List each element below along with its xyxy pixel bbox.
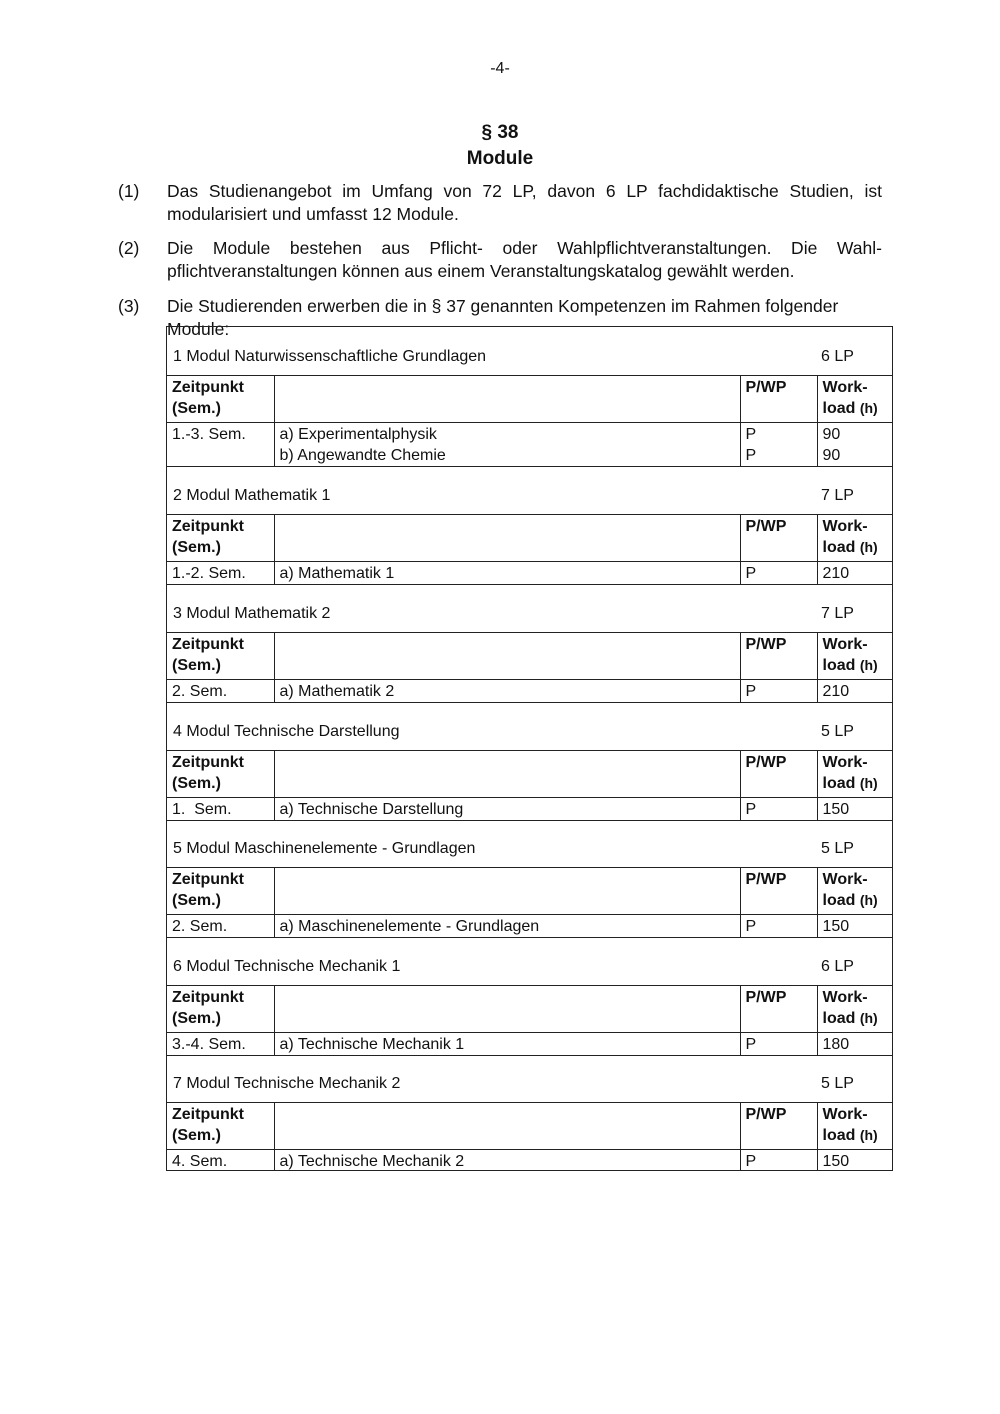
module-table <box>167 867 892 938</box>
cell-workload-value: 150 <box>822 918 850 935</box>
table-row <box>167 562 892 585</box>
header-course <box>274 376 740 423</box>
cell-course <box>274 915 740 938</box>
cell-course <box>274 680 740 703</box>
header-workload-line1: Work- <box>822 754 868 771</box>
header-zeitpunkt-line2: (Sem.) <box>172 539 221 556</box>
section-heading <box>0 120 1000 172</box>
cell-pwp <box>740 562 817 585</box>
module-header <box>167 702 892 750</box>
cell-pwp-value: P <box>745 447 757 464</box>
module-header <box>167 937 892 985</box>
header-zeitpunkt <box>167 515 274 562</box>
header-workload <box>817 986 892 1033</box>
cell-pwp <box>740 798 817 821</box>
cell-pwp <box>740 1033 817 1056</box>
module-title: 2 Modul Mathematik 1 <box>173 487 331 504</box>
header-workload-line2: load <box>822 892 856 909</box>
module-block <box>167 327 892 467</box>
header-pwp <box>740 1103 817 1150</box>
cell-course <box>274 562 740 585</box>
header-pwp <box>740 751 817 798</box>
header-zeitpunkt-line1: Zeitpunkt <box>172 871 244 888</box>
header-course <box>274 868 740 915</box>
header-pwp-label: P/WP <box>745 989 787 1006</box>
header-pwp-label: P/WP <box>745 754 787 771</box>
header-pwp <box>740 868 817 915</box>
cell-sem-value: 2. Sem. <box>172 683 228 700</box>
header-pwp-label: P/WP <box>745 871 787 888</box>
module-header <box>167 584 892 632</box>
page-number: -4- <box>490 60 510 77</box>
header-workload-unit: (h) <box>859 1127 878 1143</box>
table-row <box>167 423 892 467</box>
module-block <box>167 937 892 1056</box>
header-pwp <box>740 515 817 562</box>
header-pwp-label: P/WP <box>745 1106 787 1123</box>
cell-workload <box>817 423 892 467</box>
cell-workload <box>817 798 892 821</box>
cell-sem <box>167 798 274 821</box>
module-block <box>167 584 892 703</box>
cell-workload-value: 150 <box>822 801 850 818</box>
header-pwp <box>740 376 817 423</box>
cell-sem <box>167 562 274 585</box>
cell-course <box>274 1033 740 1056</box>
cell-sem-value: 1.-3. Sem. <box>172 426 246 443</box>
module-header <box>167 1054 892 1102</box>
header-course <box>274 751 740 798</box>
header-workload-line1: Work- <box>822 989 868 1006</box>
cell-pwp-value: P <box>745 565 757 582</box>
cell-course <box>274 798 740 821</box>
module-header <box>167 466 892 514</box>
cell-workload <box>817 562 892 585</box>
cell-workload-value: 90 <box>822 426 841 443</box>
cell-workload-value: 180 <box>822 1036 850 1053</box>
header-workload-line2: load <box>822 775 856 792</box>
cell-pwp <box>740 915 817 938</box>
module-table-header <box>167 515 892 562</box>
module-title: 7 Modul Technische Mechanik 2 <box>173 1075 401 1092</box>
header-workload-unit: (h) <box>859 1010 878 1026</box>
cell-sem <box>167 915 274 938</box>
header-zeitpunkt-line2: (Sem.) <box>172 400 221 417</box>
module-table-header <box>167 376 892 423</box>
cell-workload-value: 150 <box>822 1153 850 1170</box>
module-header <box>167 327 892 375</box>
header-workload-line2: load <box>822 657 856 674</box>
cell-course-value: a) Mathematik 1 <box>279 565 395 582</box>
module-title: 6 Modul Technische Mechanik 1 <box>173 958 401 975</box>
header-zeitpunkt-line1: Zeitpunkt <box>172 754 244 771</box>
cell-course <box>274 423 740 467</box>
table-row <box>167 1033 892 1056</box>
module-title: 3 Modul Mathematik 2 <box>173 605 331 622</box>
header-zeitpunkt-line2: (Sem.) <box>172 775 221 792</box>
header-zeitpunkt <box>167 633 274 680</box>
cell-sem <box>167 1150 274 1172</box>
header-pwp-label: P/WP <box>745 379 787 396</box>
header-workload-line2: load <box>822 400 856 417</box>
cell-sem <box>167 1033 274 1056</box>
cell-pwp-value: P <box>745 1036 757 1053</box>
header-zeitpunkt-line1: Zeitpunkt <box>172 379 244 396</box>
cell-sem <box>167 680 274 703</box>
module-table <box>167 632 892 703</box>
paragraph-1 <box>118 180 882 226</box>
header-pwp-label: P/WP <box>745 636 787 653</box>
table-row <box>167 798 892 821</box>
cell-workload-value: 90 <box>822 447 841 464</box>
module-credits: 5 LP <box>821 1075 854 1092</box>
module-table-header <box>167 633 892 680</box>
module-table-header <box>167 986 892 1033</box>
cell-pwp-value: P <box>745 1153 757 1170</box>
cell-workload <box>817 1150 892 1172</box>
header-workload-line2: load <box>822 539 856 556</box>
cell-course <box>274 1150 740 1172</box>
cell-workload <box>817 915 892 938</box>
header-zeitpunkt-line2: (Sem.) <box>172 1010 221 1027</box>
cell-pwp <box>740 1150 817 1172</box>
cell-pwp-value: P <box>745 801 757 818</box>
header-workload-unit: (h) <box>859 657 878 673</box>
header-zeitpunkt <box>167 751 274 798</box>
paragraph-text: Die Module bestehen aus Pflicht- oder Wahlpflichtveranstaltungen. Die Wahl-pflichtveranstaltungen können aus einem Veranstaltungskatalog gewählt werden. <box>167 238 882 281</box>
module-table-header <box>167 868 892 915</box>
cell-pwp-value: P <box>745 683 757 700</box>
header-workload-unit: (h) <box>859 892 878 908</box>
cell-pwp <box>740 680 817 703</box>
cell-workload-value: 210 <box>822 565 850 582</box>
header-zeitpunkt <box>167 1103 274 1150</box>
cell-sem <box>167 423 274 467</box>
paragraph-text: Die Studierenden erwerben die in § 37 genannten Kompetenzen im Rahmen folgender Module: <box>167 296 839 339</box>
header-zeitpunkt <box>167 868 274 915</box>
header-course <box>274 515 740 562</box>
header-zeitpunkt <box>167 986 274 1033</box>
cell-sem-value: 1.-2. Sem. <box>172 565 246 582</box>
cell-course-value: b) Angewandte Chemie <box>279 447 446 464</box>
paragraph-number: (1) <box>118 181 140 201</box>
cell-course-value: a) Technische Mechanik 1 <box>279 1036 465 1053</box>
module-credits: 7 LP <box>821 605 854 622</box>
header-course <box>274 633 740 680</box>
header-workload-unit: (h) <box>859 539 878 555</box>
paragraph-number: (2) <box>118 238 140 258</box>
module-credits: 7 LP <box>821 487 854 504</box>
module-credits: 6 LP <box>821 348 854 365</box>
module-title: 4 Modul Technische Darstellung <box>173 723 400 740</box>
header-workload-line2: load <box>822 1127 856 1144</box>
module-table <box>167 1102 892 1171</box>
header-workload <box>817 515 892 562</box>
module-table <box>167 985 892 1056</box>
module-title: 1 Modul Naturwissenschaftliche Grundlagen <box>173 348 487 365</box>
module-table-header <box>167 1103 892 1150</box>
cell-workload <box>817 1033 892 1056</box>
module-table <box>167 514 892 585</box>
cell-course-value: a) Technische Darstellung <box>279 801 464 818</box>
module-credits: 5 LP <box>821 723 854 740</box>
header-pwp <box>740 633 817 680</box>
header-zeitpunkt <box>167 376 274 423</box>
section-number: § 38 <box>481 122 519 143</box>
section-title: Module <box>466 148 534 169</box>
header-zeitpunkt-line1: Zeitpunkt <box>172 1106 244 1123</box>
header-pwp <box>740 986 817 1033</box>
header-workload-line1: Work- <box>822 636 868 653</box>
cell-workload <box>817 680 892 703</box>
cell-course-value: a) Experimentalphysik <box>279 426 437 443</box>
module-table <box>167 750 892 821</box>
module-block <box>167 819 892 938</box>
header-course <box>274 1103 740 1150</box>
cell-course-value: a) Mathematik 2 <box>279 683 395 700</box>
header-zeitpunkt-line2: (Sem.) <box>172 892 221 909</box>
cell-sem-value: 2. Sem. <box>172 918 228 935</box>
cell-sem-value <box>172 445 268 466</box>
header-workload-line1: Work- <box>822 518 868 535</box>
table-row <box>167 680 892 703</box>
module-credits: 6 LP <box>821 958 854 975</box>
cell-pwp-value: P <box>745 426 757 443</box>
header-workload-unit: (h) <box>859 400 878 416</box>
module-block <box>167 1054 892 1171</box>
header-workload-line1: Work- <box>822 1106 868 1123</box>
module-header <box>167 819 892 867</box>
cell-course-value: a) Technische Mechanik 2 <box>279 1153 465 1170</box>
header-workload-line1: Work- <box>822 379 868 396</box>
header-zeitpunkt-line2: (Sem.) <box>172 657 221 674</box>
module-table <box>167 375 892 467</box>
header-pwp-label: P/WP <box>745 518 787 535</box>
cell-workload-value: 210 <box>822 683 850 700</box>
header-workload <box>817 376 892 423</box>
header-course <box>274 986 740 1033</box>
cell-pwp <box>740 423 817 467</box>
cell-course-value: a) Maschinenelemente - Grundlagen <box>279 918 540 935</box>
header-workload <box>817 868 892 915</box>
header-workload-unit: (h) <box>859 775 878 791</box>
table-row <box>167 1150 892 1172</box>
module-table-header <box>167 751 892 798</box>
header-workload <box>817 1103 892 1150</box>
cell-sem-value: 4. Sem. <box>172 1153 228 1170</box>
header-zeitpunkt-line2: (Sem.) <box>172 1127 221 1144</box>
table-row <box>167 915 892 938</box>
cell-sem-value: 3.-4. Sem. <box>172 1036 246 1053</box>
header-workload <box>817 633 892 680</box>
module-block <box>167 466 892 585</box>
modules-table <box>166 326 893 1171</box>
header-zeitpunkt-line1: Zeitpunkt <box>172 518 244 535</box>
header-zeitpunkt-line1: Zeitpunkt <box>172 636 244 653</box>
module-title: 5 Modul Maschinenelemente - Grundlagen <box>173 840 476 857</box>
paragraph-text: Das Studienangebot im Umfang von 72 LP, davon 6 LP fachdidaktische Studien, ist modularisiert und umfasst 12 Module. <box>167 181 882 224</box>
header-zeitpunkt-line1: Zeitpunkt <box>172 989 244 1006</box>
cell-pwp-value: P <box>745 918 757 935</box>
module-credits: 5 LP <box>821 840 854 857</box>
module-block <box>167 702 892 821</box>
cell-sem-value: 1. Sem. <box>172 801 232 818</box>
paragraph-number: (3) <box>118 296 140 316</box>
header-workload <box>817 751 892 798</box>
header-workload-line2: load <box>822 1010 856 1027</box>
paragraph-2 <box>118 237 882 283</box>
header-workload-line1: Work- <box>822 871 868 888</box>
